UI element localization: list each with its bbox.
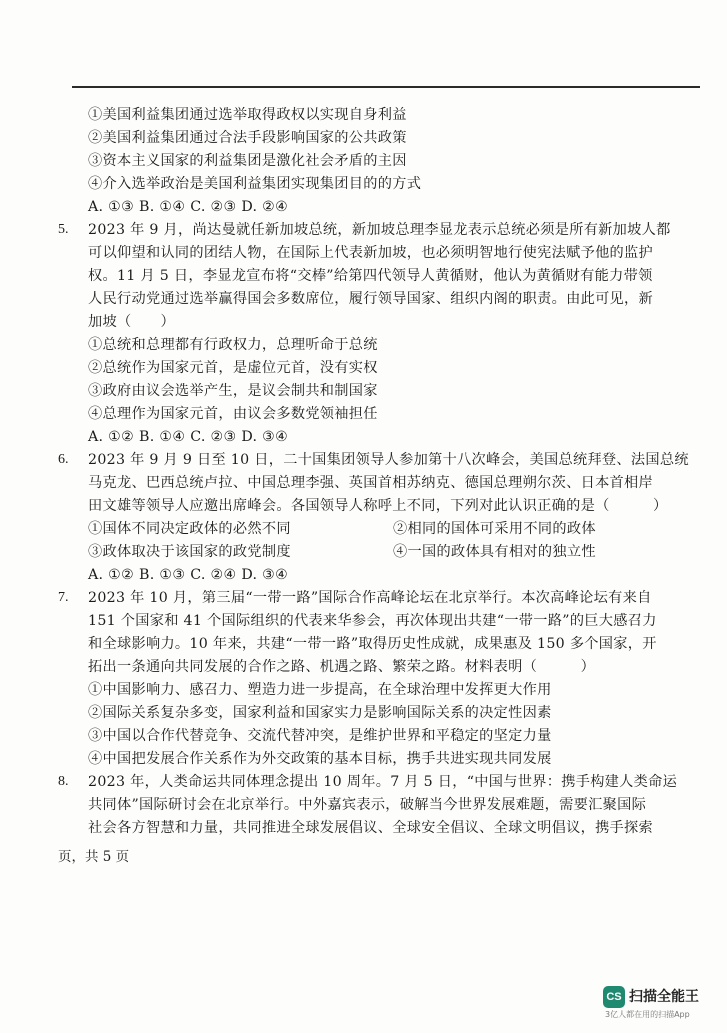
question-5-option-1: ①总统和总理都有行政权力，总理听命于总统 [88, 337, 378, 353]
question-5-stem-line: 人民行动党通过选举赢得国会多数席位，履行领导国家、组织内阁的职责。由此可见，新 [88, 291, 654, 307]
header-rule [72, 86, 700, 88]
question-6-stem-line: 2023 年 9 月 9 日至 10 日，二十国集团领导人参加第十八次峰会，美国总统拜登、法国总统 [88, 452, 689, 468]
camscanner-logo-icon: CS [603, 986, 625, 1008]
question-7-stem-line: 和全球影响力。10 年来，共建“一带一路”取得历史性成就，成果惠及 150 多个国家，开 [88, 636, 657, 652]
question-5-stem-line: 加坡（ ） [88, 314, 175, 330]
watermark-tagline: 3亿人都在用的扫描App [605, 1010, 690, 1019]
question-6-stem-line: 马克龙、巴西总统卢拉、中国总理李强、英国首相苏纳克、德国总理朔尔茨、日本首相岸 [88, 475, 654, 491]
watermark-app-name: 扫描全能王 [629, 989, 699, 1005]
question-8-stem-line: 社会各方智慧和力量，共同推进全球发展倡议、全球安全倡议、全球文明倡议，携手探索 [88, 820, 654, 836]
question-5-answer-choices: A. ①② B. ①④ C. ②③ D. ③④ [88, 429, 289, 445]
question-6-option-1: ①国体不同决定政体的必然不同 [88, 521, 291, 537]
question-8-stem-line: 2023 年，人类命运共同体理念提出 10 周年。7 月 5 日，“中国与世界：携手构建人类命运 [88, 774, 678, 790]
question-5-stem-line: 2023 年 9 月，尚达曼就任新加坡总统，新加坡总理李显龙表示总统必须是所有新加坡人都 [88, 222, 671, 238]
question-7-option-1: ①中国影响力、感召力、塑造力进一步提高，在全球治理中发挥更大作用 [88, 682, 552, 698]
scanner-watermark [603, 983, 713, 1021]
question-5-option-3: ③政府由议会选举产生，是议会制共和制国家 [88, 383, 378, 399]
question-7-number: 7. [58, 590, 69, 605]
question-5-option-4: ④总理作为国家元首，由议会多数党领袖担任 [88, 406, 378, 422]
question-6-number: 6. [58, 452, 69, 467]
question-5-stem-line: 权。11 月 5 日，李显龙宣布将“交棒”给第四代领导人黄循财，他认为黄循财有能力带领 [88, 268, 653, 284]
question-8-stem-line: 共同体”国际研讨会在北京举行。中外嘉宾表示，破解当今世界发展难题，需要汇聚国际 [88, 797, 647, 813]
question-7-stem-line: 拓出一条通向共同发展的合作之路、机遇之路、繁荣之路。材料表明（ ） [88, 659, 596, 675]
question-5-option-2: ②总统作为国家元首，是虚位元首，没有实权 [88, 360, 378, 376]
question-6-answer-choices: A. ①② B. ①③ C. ②④ D. ③④ [88, 567, 289, 583]
question-7-stem-line: 151 个国家和 41 个国际组织的代表来华参会，再次体现出共建“一带一路”的巨大感召力 [88, 613, 657, 629]
question-7-option-4: ④中国把发展合作关系作为外交政策的基本目标，携手共进实现共同发展 [88, 751, 552, 767]
question-6-option-4: ④一国的政体具有相对的独立性 [393, 544, 596, 560]
question-5-number: 5. [58, 222, 69, 237]
prev-option-4: ④介入选举政治是美国利益集团实现集团目的的方式 [88, 176, 422, 192]
prev-answer-choices: A. ①③ B. ①④ C. ②③ D. ②④ [88, 199, 289, 215]
prev-option-3: ③资本主义国家的利益集团是激化社会矛盾的主因 [88, 153, 407, 169]
question-7-stem-line: 2023 年 10 月，第三届“一带一路”国际合作高峰论坛在北京举行。本次高峰论坛有来自 [88, 590, 652, 606]
question-7-option-2: ②国际关系复杂多变，国家利益和国家实力是影响国际关系的决定性因素 [88, 705, 552, 721]
question-6-option-3: ③政体取决于该国家的政党制度 [88, 544, 291, 560]
question-6-option-2: ②相同的国体可采用不同的政体 [393, 521, 596, 537]
prev-option-2: ②美国利益集团通过合法手段影响国家的公共政策 [88, 130, 407, 146]
question-7-option-3: ③中国以合作代替竞争、交流代替冲突，是维护世界和平稳定的坚定力量 [88, 728, 552, 744]
prev-option-1: ①美国利益集团通过选举取得政权以实现自身利益 [88, 107, 407, 123]
question-6-stem-line: 田文雄等领导人应邀出席峰会。各国领导人称呼上不同，下列对此认识正确的是（ ） [88, 498, 668, 514]
question-5-stem-line: 可以仰望和认同的团结人物，在国际上代表新加坡，也必须明智地行使宪法赋予他的监护 [88, 245, 654, 261]
page-footer: 页，共 5 页 [58, 849, 130, 865]
question-8-number: 8. [58, 774, 69, 789]
